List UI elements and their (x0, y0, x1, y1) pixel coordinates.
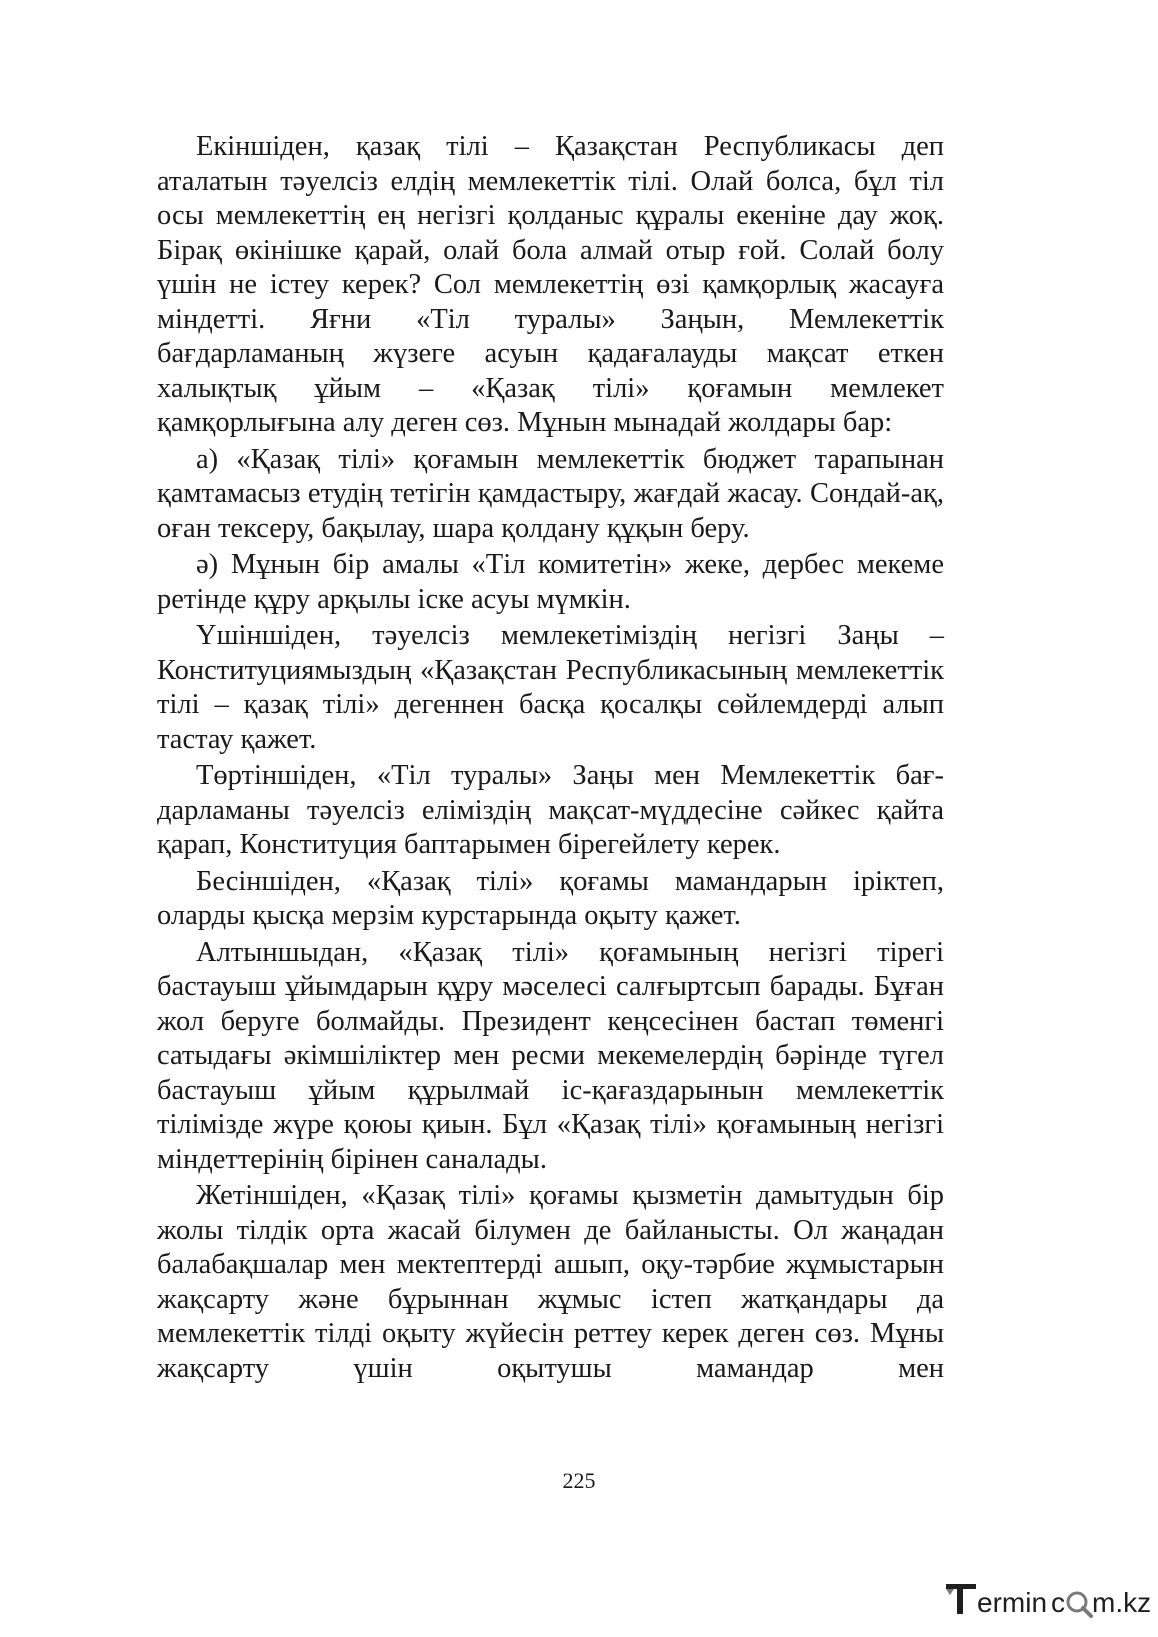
paragraph-3: ә) Мұнын бір амалы «Тіл комитетін» жеке, дербес мекеме ретінде құру арқылы іске асуы мүмкін. (157, 549, 944, 615)
site-logo (944, 1578, 1152, 1624)
svg-text:m.kz: m.kz (1092, 1587, 1152, 1618)
paragraph-8: Жетіншіден, «Қазақ тілі» қоғамы қызметін дамытудын бір жолы тілдік орта жасай білумен де байланысты. Ол жаңадан балабақшалар мен мектептерді ашып, оқу-тәрбие жұмыстарын жақсарту және бұрыннан жұмыс істеп жатқандары да мемлекеттік тілді оқыту жүйесін реттеу керек деген сөз. Мұны жақсарту үшін оқытушы мамандар мен (157, 1180, 944, 1384)
paragraph-2: а) «Қазақ тілі» қоғамын мемлекеттік бюджет тарапынан қамтамасыз етудің тетігін қамдастыру, жағдай жасау. Сондай-ақ, оған тексеру, бақылау, шара қолдану құқын беру. (157, 443, 944, 544)
paragraph-7: Алтыншыдан, «Қазақ тілі» қоғамының негізгі тірегі бастауыш ұйымдарын құру мәселесі салғыртсып барады. Бұған жол беруге болмайды. Президент кеңсесінен бастап төменгі сатыдағы әкімшіліктер мен ресми мекемелердің бәрінде түгел бастауыш ұйым құрылмай іс-қағаздарынын мемлекеттік тілімізде жүре қоюы қиын. Бұл «Қазақ тілі» қоғамының негізгі міндеттерінің бірінен саналады. (157, 936, 944, 1175)
paragraph-4: Үшіншіден, тәуелсіз мемлекетіміздің негізгі Заңы – Конституциямыздың «Қазақстан Республикасының мемлекеттік тілі – қазақ тілі» дегеннен басқа қосалқы сөйлемдерді алып тастау қажет. (157, 620, 944, 755)
page-number: 225 (562, 1468, 596, 1493)
body-text (157, 130, 944, 1388)
paragraph-6: Бесіншіден, «Қазақ тілі» қоғамы мамандарын іріктеп, оларды қысқа мерзім курстарында оқыту қажет. (157, 865, 944, 931)
svg-text:c: c (1051, 1587, 1065, 1618)
paragraph-5: Төртіншіден, «Тіл туралы» Заңы мен Мемлекеттік бағдарламаны тәуелсіз еліміздің мақсат-мүддесіне сәйкес қайта қарап, Конституция баптарымен бірегейлету керек. (157, 760, 944, 860)
logo-t-mark (946, 1584, 976, 1614)
paragraph-1: Екіншіден, қазақ тілі – Қазақстан Республикасы деп аталатын тәуелсіз елдің мемлекеттік тілі. Олай болса, бұл тіл осы мемлекеттің ең негізгі қолданыс құралы екеніне дау жоқ. Бірақ өкінішке қарай, олай бола алмай отыр ғой. Солай болу үшін не істеу керек? Сол мемлекеттің өзі қамқорлық жасауға міндетті. Яғни «Тіл туралы» Заңын, Мемлекеттік бағдарламаның жүзеге асуын қадағалауды мақсат еткен халықтық ұйым – «Қазақ тілі» қоғамын мемлекет қамқорлығына алу деген сөз. Мұнын мынадай жолдары бар: (157, 131, 944, 438)
svg-text:ermin: ermin (977, 1587, 1048, 1618)
magnifier-icon (1068, 1593, 1091, 1616)
